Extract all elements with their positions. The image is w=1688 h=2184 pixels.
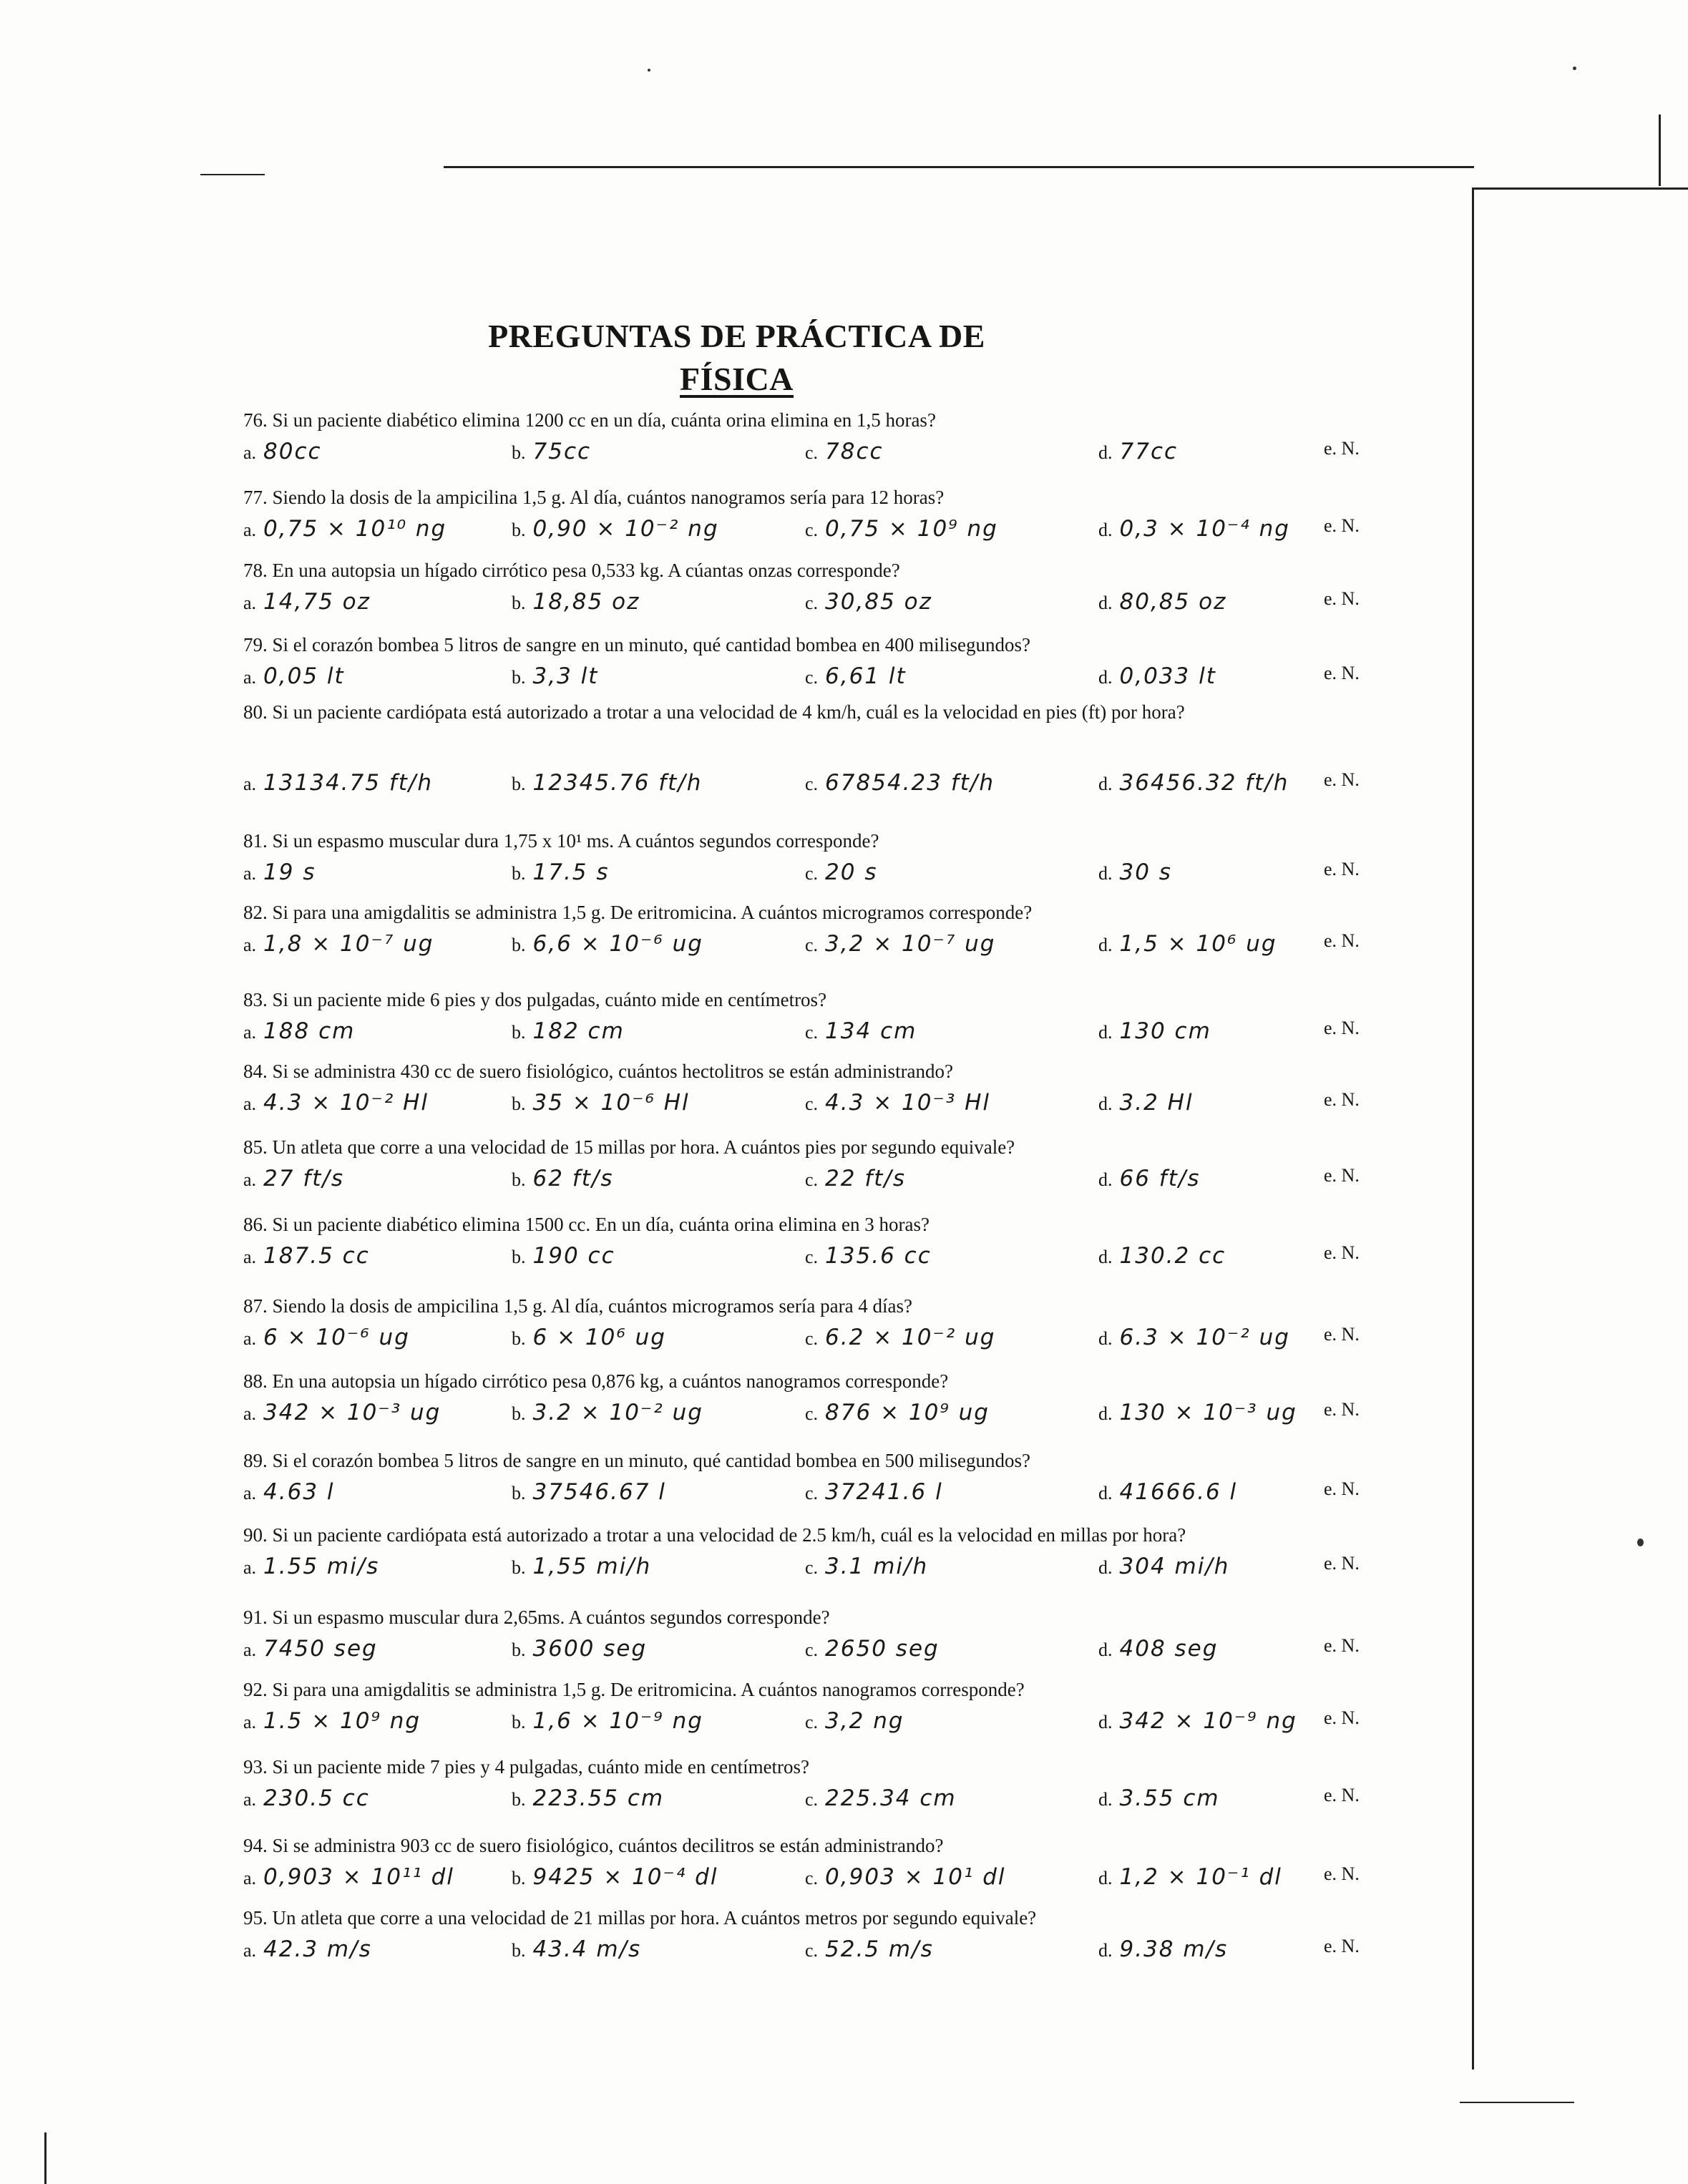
answer-option-c: [805, 859, 878, 885]
option-label: d.: [1098, 1169, 1113, 1190]
option-label: d.: [1098, 863, 1113, 884]
question-text: 77. Siendo la dosis de la ampicilina 1,5 g. Al día, cuántos nanogramos sería para 12 horas?: [243, 487, 945, 508]
handwritten-answer: 3,3 lt: [532, 663, 599, 689]
option-label: a.: [243, 1169, 257, 1190]
answer-option-c: [805, 1089, 990, 1116]
option-label: d.: [1098, 774, 1113, 794]
option-label: c.: [805, 667, 819, 688]
answer-option-c: [805, 1399, 990, 1425]
page-title: PREGUNTAS DE PRÁCTICA DE: [488, 317, 985, 354]
answer-option-a: [243, 1478, 335, 1505]
option-label: c.: [805, 935, 819, 955]
handwritten-answer: 41666.6 l: [1119, 1479, 1238, 1505]
handwritten-answer: 35 × 10⁻⁶ Hl: [532, 1090, 690, 1116]
answer-option-b: [512, 930, 703, 957]
question-text: 76. Si un paciente diabético elimina 1200 cc en un día, cuánta orina elimina en 1,5 horas?: [243, 409, 936, 431]
handwritten-answer: 6 × 10⁻⁶ ug: [263, 1325, 410, 1350]
answer-option-a: [243, 1399, 441, 1425]
answer-option-a: [243, 1324, 410, 1350]
answer-option-b: [512, 515, 719, 542]
option-label: d.: [1098, 935, 1113, 955]
option-label: a.: [243, 935, 257, 955]
option-label: b.: [512, 863, 526, 884]
handwritten-answer: 0,903 × 10¹ dl: [825, 1864, 1006, 1890]
handwritten-answer: 3.2 Hl: [1119, 1090, 1194, 1116]
answer-option-d: [1098, 1635, 1218, 1662]
option-label: d.: [1098, 520, 1113, 540]
option-label: c.: [805, 1403, 819, 1424]
answer-option-d: [1098, 769, 1289, 796]
handwritten-answer: 187.5 cc: [263, 1243, 370, 1269]
option-label: a.: [243, 520, 257, 540]
option-label: a.: [243, 1483, 257, 1503]
answer-option-a: [243, 769, 433, 796]
answer-option-c: [805, 769, 995, 796]
answer-option-b: [512, 1242, 615, 1269]
handwritten-answer: 0,033 lt: [1119, 663, 1216, 689]
handwritten-answer: 75cc: [532, 439, 592, 464]
answer-option-e: e. N.: [1324, 1018, 1360, 1038]
option-label: c.: [805, 774, 819, 794]
option-label: c.: [805, 1868, 819, 1888]
option-label: b.: [512, 1093, 526, 1114]
answer-option-d: [1098, 1553, 1229, 1579]
answer-option-e: e. N.: [1324, 438, 1360, 459]
question-text: 84. Si se administra 430 cc de suero fisiológico, cuántos hectolitros se están administrando?: [243, 1061, 954, 1082]
handwritten-answer: 22 ft/s: [825, 1166, 907, 1191]
answer-option-a: [243, 1635, 378, 1662]
option-label: c.: [805, 1940, 819, 1961]
option-label: c.: [805, 1789, 819, 1810]
option-label: b.: [512, 1712, 526, 1732]
option-label: c.: [805, 1483, 819, 1503]
option-label: a.: [243, 1557, 257, 1578]
answer-option-b: [512, 1707, 703, 1734]
answer-option-b: [512, 663, 598, 689]
answer-option-c: [805, 438, 884, 464]
option-label: a.: [243, 1712, 257, 1732]
answer-option-e: e. N.: [1324, 1165, 1360, 1186]
answer-option-a: [243, 1936, 372, 1962]
handwritten-answer: 37546.67 l: [532, 1479, 666, 1505]
answer-option-b: [512, 438, 591, 464]
answer-option-b: [512, 588, 640, 615]
answer-option-b: [512, 1936, 641, 1962]
answer-option-a: [243, 1707, 421, 1734]
answer-option-e: e. N.: [1324, 1553, 1360, 1574]
handwritten-answer: 3,2 ng: [825, 1708, 904, 1734]
handwritten-answer: 4.3 × 10⁻² Hl: [263, 1090, 429, 1116]
handwritten-answer: 130 cm: [1119, 1018, 1211, 1044]
answer-option-b: [512, 1165, 613, 1191]
option-label: a.: [243, 593, 257, 613]
handwritten-answer: 77cc: [1119, 439, 1179, 464]
option-label: b.: [512, 520, 526, 540]
answer-option-a: [243, 930, 434, 957]
question-text: 92. Si para una amigdalitis se administra 1,5 g. De eritromicina. A cuántos nanogramos corresponde?: [243, 1679, 1025, 1700]
handwritten-answer: 62 ft/s: [532, 1166, 614, 1191]
option-label: b.: [512, 667, 526, 688]
handwritten-answer: 130 × 10⁻³ ug: [1119, 1400, 1297, 1425]
handwritten-answer: 52.5 m/s: [825, 1936, 934, 1962]
answer-option-a: [243, 1242, 370, 1269]
answer-option-d: [1098, 1089, 1194, 1116]
handwritten-answer: 13134.75 ft/h: [263, 770, 433, 796]
option-label: b.: [512, 1022, 526, 1043]
handwritten-answer: 9.38 m/s: [1119, 1936, 1229, 1962]
answer-option-e: e. N.: [1324, 1242, 1360, 1263]
handwritten-answer: 43.4 m/s: [532, 1936, 642, 1962]
answer-option-c: [805, 930, 995, 957]
option-label: c.: [805, 1093, 819, 1114]
option-label: a.: [243, 1247, 257, 1267]
handwritten-answer: 3.2 × 10⁻² ug: [532, 1400, 703, 1425]
question-text: 85. Un atleta que corre a una velocidad de 15 millas por hora. A cuántos pies por segundo equivale?: [243, 1136, 1015, 1158]
answer-option-d: [1098, 1018, 1211, 1044]
answer-option-e: e. N.: [1324, 859, 1360, 879]
option-label: b.: [512, 1403, 526, 1424]
answer-option-c: [805, 1553, 928, 1579]
handwritten-answer: 0,05 lt: [263, 663, 345, 689]
option-label: a.: [243, 1403, 257, 1424]
question-text: 91. Si un espasmo muscular dura 2,65ms. A cuántos segundos corresponde?: [243, 1607, 830, 1628]
answer-option-a: [243, 859, 316, 885]
option-label: c.: [805, 1712, 819, 1732]
option-label: c.: [805, 1557, 819, 1578]
option-label: d.: [1098, 1247, 1113, 1267]
answer-option-d: [1098, 515, 1290, 542]
question-text: 89. Si el corazón bombea 5 litros de sangre en un minuto, qué cantidad bombea en 500 milisegundos?: [243, 1450, 1030, 1471]
option-label: d.: [1098, 667, 1113, 688]
handwritten-answer: 342 × 10⁻⁹ ng: [1119, 1708, 1297, 1734]
handwritten-answer: 408 seg: [1119, 1636, 1219, 1662]
answer-option-e: e. N.: [1324, 1399, 1360, 1420]
answer-option-e: e. N.: [1324, 1863, 1360, 1884]
option-label: d.: [1098, 1789, 1113, 1810]
question-text: 86. Si un paciente diabético elimina 1500 cc. En un día, cuánta orina elimina en 3 horas?: [243, 1214, 930, 1235]
handwritten-answer: 7450 seg: [263, 1636, 378, 1662]
handwritten-answer: 0,903 × 10¹¹ dl: [263, 1864, 454, 1890]
handwritten-answer: 876 × 10⁹ ug: [825, 1400, 990, 1425]
answer-option-e: e. N.: [1324, 663, 1360, 683]
answer-option-c: [805, 1324, 995, 1350]
handwritten-answer: 1.5 × 10⁹ ng: [263, 1708, 421, 1734]
handwritten-answer: 30,85 oz: [825, 589, 932, 615]
handwritten-answer: 1,55 mi/h: [532, 1554, 652, 1579]
answer-option-d: [1098, 663, 1216, 689]
handwritten-answer: 67854.23 ft/h: [825, 770, 995, 796]
answer-option-b: [512, 1324, 666, 1350]
option-label: c.: [805, 1022, 819, 1043]
handwritten-answer: 188 cm: [263, 1018, 356, 1044]
answer-option-d: [1098, 1785, 1220, 1811]
answer-option-c: [805, 1707, 904, 1734]
option-label: c.: [805, 1169, 819, 1190]
answer-option-c: [805, 1242, 932, 1269]
option-label: c.: [805, 442, 819, 463]
answer-option-b: [512, 1785, 664, 1811]
handwritten-answer: 14,75 oz: [263, 589, 371, 615]
option-label: b.: [512, 1169, 526, 1190]
answer-option-e: e. N.: [1324, 1635, 1360, 1656]
answer-option-d: [1098, 1399, 1297, 1425]
option-label: a.: [243, 667, 257, 688]
handwritten-answer: 18,85 oz: [532, 589, 640, 615]
answer-option-e: e. N.: [1324, 515, 1360, 536]
option-label: d.: [1098, 1557, 1113, 1578]
handwritten-answer: 0,90 × 10⁻² ng: [532, 516, 719, 542]
answer-option-e: e. N.: [1324, 1324, 1360, 1345]
handwritten-answer: 342 × 10⁻³ ug: [263, 1400, 441, 1425]
option-label: b.: [512, 1940, 526, 1961]
option-label: d.: [1098, 442, 1113, 463]
option-label: c.: [805, 1247, 819, 1267]
answer-option-b: [512, 1553, 651, 1579]
option-label: b.: [512, 442, 526, 463]
answer-option-e: e. N.: [1324, 588, 1360, 609]
handwritten-answer: 6.2 × 10⁻² ug: [825, 1325, 996, 1350]
option-label: b.: [512, 1868, 526, 1888]
handwritten-answer: 6.3 × 10⁻² ug: [1119, 1325, 1290, 1350]
answer-option-c: [805, 515, 998, 542]
option-label: d.: [1098, 1483, 1113, 1503]
handwritten-answer: 4.63 l: [263, 1479, 335, 1505]
handwritten-answer: 78cc: [825, 439, 884, 464]
answer-option-c: [805, 588, 932, 615]
answer-option-b: [512, 1399, 703, 1425]
question-text: 93. Si un paciente mide 7 pies y 4 pulgadas, cuánto mide en centímetros?: [243, 1756, 810, 1778]
answer-option-b: [512, 1635, 647, 1662]
handwritten-answer: 36456.32 ft/h: [1119, 770, 1289, 796]
answer-option-b: [512, 1478, 666, 1505]
answer-option-c: [805, 1165, 906, 1191]
answer-option-c: [805, 1478, 943, 1505]
answer-option-d: [1098, 1324, 1290, 1350]
option-label: a.: [243, 1940, 257, 1961]
option-label: d.: [1098, 1328, 1113, 1349]
option-label: d.: [1098, 1093, 1113, 1114]
question-text: 78. En una autopsia un hígado cirrótico pesa 0,533 kg. A cúantas onzas corresponde?: [243, 560, 900, 581]
option-label: b.: [512, 1789, 526, 1810]
option-label: a.: [243, 863, 257, 884]
option-label: c.: [805, 593, 819, 613]
question-text: 90. Si un paciente cardiópata está autorizado a trotar a una velocidad de 2.5 km/h, cuál es la velocidad en millas por hora?: [243, 1524, 1186, 1546]
handwritten-answer: 3600 seg: [532, 1636, 648, 1662]
handwritten-answer: 6 × 10⁶ ug: [532, 1325, 666, 1350]
option-label: a.: [243, 1093, 257, 1114]
answer-option-d: [1098, 1936, 1228, 1962]
question-text: 82. Si para una amigdalitis se administra 1,5 g. De eritromicina. A cuántos microgramos corresponde?: [243, 902, 1033, 923]
answer-option-e: e. N.: [1324, 1089, 1360, 1110]
answer-option-a: [243, 1165, 344, 1191]
handwritten-answer: 3.1 mi/h: [825, 1554, 929, 1579]
option-label: b.: [512, 1247, 526, 1267]
option-label: d.: [1098, 1712, 1113, 1732]
answer-option-c: [805, 1018, 917, 1044]
answer-option-d: [1098, 1863, 1282, 1890]
answer-option-e: e. N.: [1324, 1707, 1360, 1728]
answer-option-a: [243, 438, 322, 464]
answer-option-a: [243, 1785, 370, 1811]
handwritten-answer: 80cc: [263, 439, 322, 464]
answer-option-e: e. N.: [1324, 769, 1360, 790]
option-label: b.: [512, 935, 526, 955]
handwritten-answer: 182 cm: [532, 1018, 625, 1044]
option-label: d.: [1098, 1022, 1113, 1043]
handwritten-answer: 12345.76 ft/h: [532, 770, 703, 796]
question-text: 79. Si el corazón bombea 5 litros de sangre en un minuto, qué cantidad bombea en 400 milisegundos?: [243, 634, 1030, 655]
answer-option-a: [243, 588, 371, 615]
answer-option-c: [805, 1863, 1006, 1890]
option-label: b.: [512, 1483, 526, 1503]
answer-option-d: [1098, 1242, 1226, 1269]
handwritten-answer: 1,2 × 10⁻¹ dl: [1119, 1864, 1282, 1890]
option-label: c.: [805, 1639, 819, 1660]
handwritten-answer: 27 ft/s: [263, 1166, 345, 1191]
handwritten-answer: 66 ft/s: [1119, 1166, 1201, 1191]
option-label: b.: [512, 1328, 526, 1349]
answer-option-b: [512, 1089, 690, 1116]
handwritten-answer: 230.5 cc: [263, 1785, 370, 1811]
handwritten-answer: 3.55 cm: [1119, 1785, 1220, 1811]
handwritten-answer: 1,5 × 10⁶ ug: [1119, 931, 1277, 957]
handwritten-answer: 20 s: [825, 859, 878, 885]
answer-option-d: [1098, 1165, 1200, 1191]
answer-option-b: [512, 859, 610, 885]
handwritten-answer: 19 s: [263, 859, 316, 885]
answer-option-c: [805, 1635, 940, 1662]
answer-option-a: [243, 1089, 429, 1116]
option-label: d.: [1098, 593, 1113, 613]
handwritten-answer: 17.5 s: [532, 859, 610, 885]
option-label: a.: [243, 1868, 257, 1888]
handwritten-answer: 80,85 oz: [1119, 589, 1227, 615]
option-label: a.: [243, 1022, 257, 1043]
option-label: b.: [512, 1639, 526, 1660]
handwritten-answer: 1,6 × 10⁻⁹ ng: [532, 1708, 703, 1734]
answer-option-c: [805, 1936, 934, 1962]
answer-option-d: [1098, 930, 1277, 957]
question-text: 95. Un atleta que corre a una velocidad de 21 millas por hora. A cuántos metros por segundo equivale?: [243, 1907, 1037, 1929]
handwritten-answer: 1,8 × 10⁻⁷ ug: [263, 931, 434, 957]
answer-option-d: [1098, 859, 1172, 885]
answer-option-a: [243, 515, 447, 542]
option-label: a.: [243, 1639, 257, 1660]
handwritten-answer: 223.55 cm: [532, 1785, 665, 1811]
handwritten-answer: 9425 × 10⁻⁴ dl: [532, 1864, 718, 1890]
handwritten-answer: 4.3 × 10⁻³ Hl: [825, 1090, 991, 1116]
answer-option-c: [805, 1785, 957, 1811]
handwritten-answer: 37241.6 l: [825, 1479, 943, 1505]
answer-option-b: [512, 769, 702, 796]
answer-option-c: [805, 663, 907, 689]
handwritten-answer: 134 cm: [825, 1018, 917, 1044]
question-text: 80. Si un paciente cardiópata está autorizado a trotar a una velocidad de 4 km/h, cuál es la velocidad en pies (ft) por hora?: [243, 701, 1185, 723]
answer-option-e: e. N.: [1324, 930, 1360, 951]
option-label: d.: [1098, 1639, 1113, 1660]
option-label: b.: [512, 774, 526, 794]
answer-option-e: e. N.: [1324, 1936, 1360, 1956]
question-text: 88. En una autopsia un hígado cirrótico pesa 0,876 kg, a cuántos nanogramos corresponde?: [243, 1370, 949, 1392]
answer-option-d: [1098, 1478, 1237, 1505]
handwritten-answer: 225.34 cm: [825, 1785, 957, 1811]
answer-option-a: [243, 1553, 379, 1579]
question-text: 87. Siendo la dosis de ampicilina 1,5 g. Al día, cuántos microgramos sería para 4 días?: [243, 1295, 913, 1317]
answer-option-e: e. N.: [1324, 1785, 1360, 1805]
page-subtitle: FÍSICA: [680, 360, 794, 397]
option-label: a.: [243, 1328, 257, 1349]
answer-option-e: e. N.: [1324, 1478, 1360, 1499]
option-label: b.: [512, 1557, 526, 1578]
question-text: 94. Si se administra 903 cc de suero fisiológico, cuántos decilitros se están administrando?: [243, 1835, 944, 1856]
handwritten-answer: 42.3 m/s: [263, 1936, 372, 1962]
question-text: 81. Si un espasmo muscular dura 1,75 x 10¹ ms. A cuántos segundos corresponde?: [243, 830, 879, 852]
handwritten-answer: 2650 seg: [825, 1636, 940, 1662]
handwritten-answer: 304 mi/h: [1119, 1554, 1230, 1579]
answer-option-d: [1098, 438, 1178, 464]
handwritten-answer: 3,2 × 10⁻⁷ ug: [825, 931, 996, 957]
answer-option-b: [512, 1863, 718, 1890]
option-label: d.: [1098, 1940, 1113, 1961]
handwritten-answer: 130.2 cc: [1119, 1243, 1226, 1269]
option-label: c.: [805, 520, 819, 540]
question-text: 83. Si un paciente mide 6 pies y dos pulgadas, cuánto mide en centímetros?: [243, 989, 827, 1010]
answer-option-a: [243, 1863, 454, 1890]
handwritten-answer: 6,6 × 10⁻⁶ ug: [532, 931, 703, 957]
answer-option-a: [243, 1018, 355, 1044]
handwritten-answer: 6,61 lt: [825, 663, 907, 689]
option-label: c.: [805, 863, 819, 884]
answer-option-d: [1098, 1707, 1297, 1734]
option-label: c.: [805, 1328, 819, 1349]
option-label: b.: [512, 593, 526, 613]
handwritten-answer: 0,3 × 10⁻⁴ ng: [1119, 516, 1290, 542]
option-label: a.: [243, 442, 257, 463]
answer-option-d: [1098, 588, 1226, 615]
handwritten-answer: 1.55 mi/s: [263, 1554, 380, 1579]
option-label: a.: [243, 774, 257, 794]
handwritten-answer: 30 s: [1119, 859, 1172, 885]
answer-option-a: [243, 663, 345, 689]
option-label: d.: [1098, 1403, 1113, 1424]
handwritten-answer: 0,75 × 10⁹ ng: [825, 516, 998, 542]
handwritten-answer: 190 cc: [532, 1243, 615, 1269]
answer-option-b: [512, 1018, 625, 1044]
handwritten-answer: 0,75 × 10¹⁰ ng: [263, 516, 447, 542]
option-label: a.: [243, 1789, 257, 1810]
handwritten-answer: 135.6 cc: [825, 1243, 932, 1269]
option-label: d.: [1098, 1868, 1113, 1888]
